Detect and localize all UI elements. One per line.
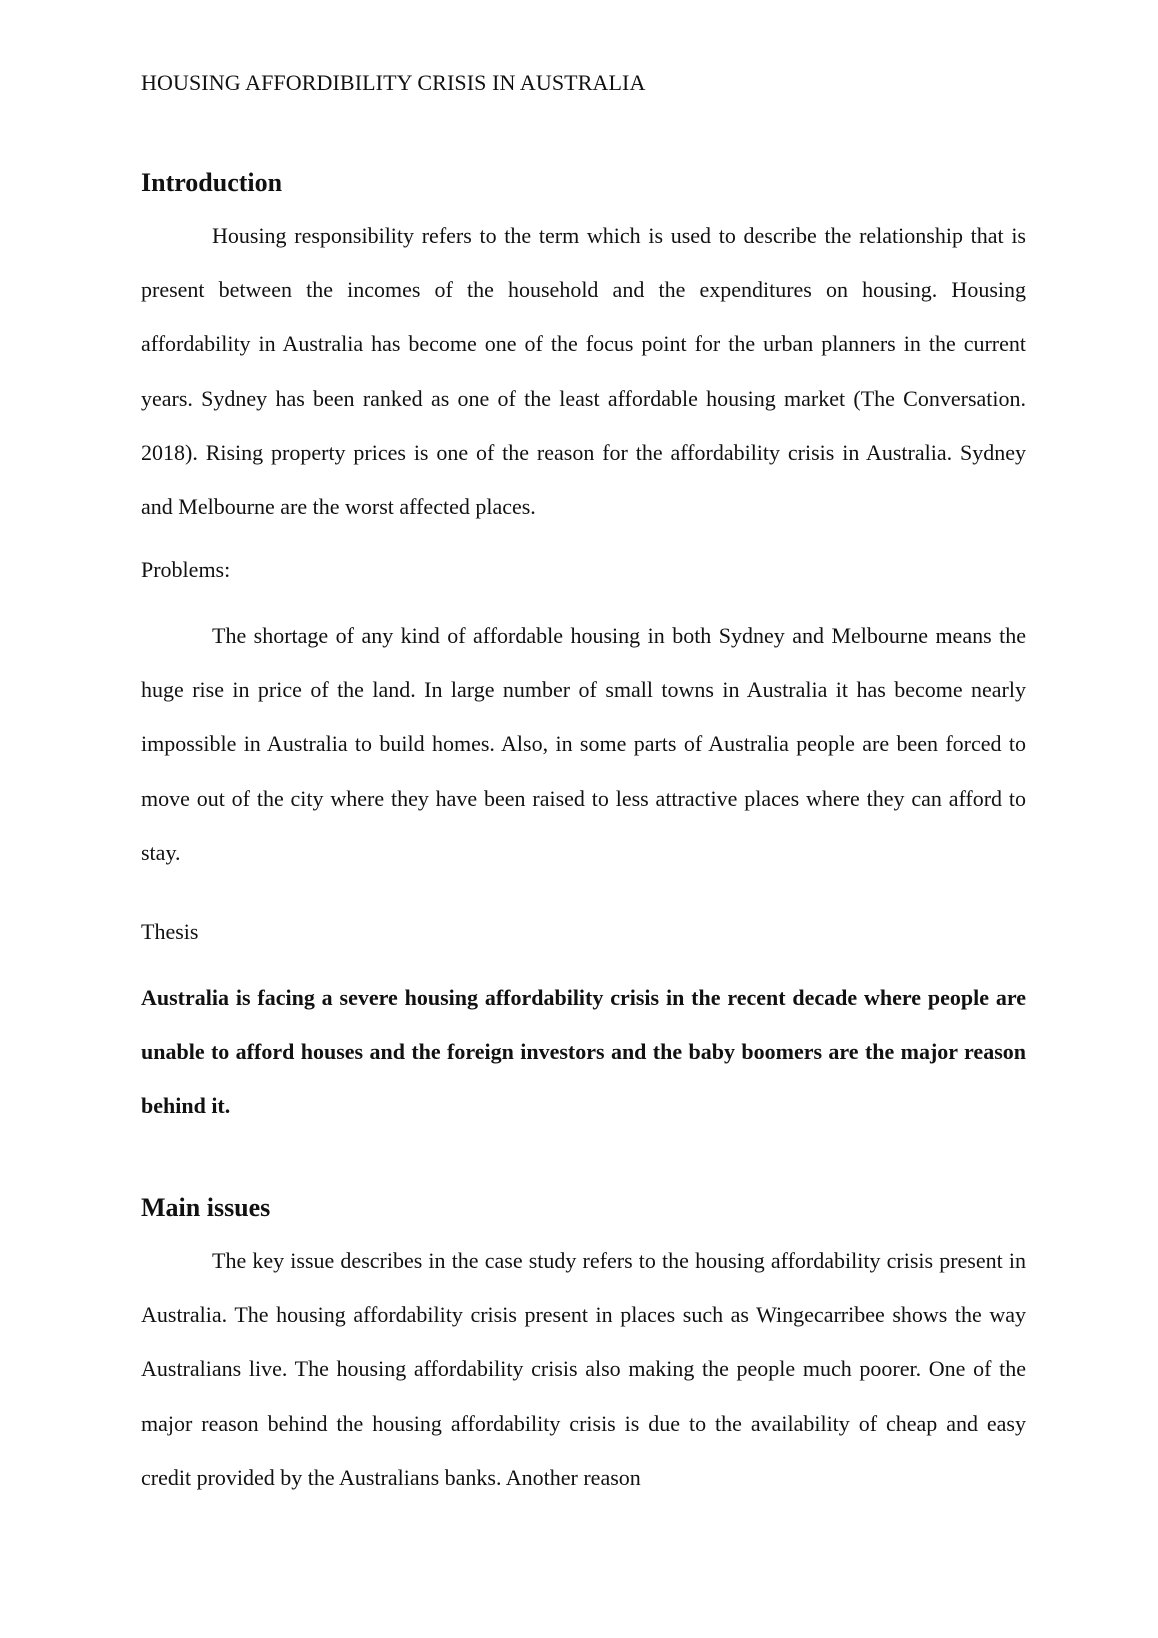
problems-label: Problems:	[141, 557, 231, 582]
introduction-section	[141, 166, 1026, 200]
main-issues-paragraph: The key issue describes in the case study refers to the housing affordability crisis present in Australia. The housing affordability crisis present in places such as Wingecarribee shows the way Australians live. The housing affordability crisis also making the people much poorer. One of the major reason behind the housing affordability crisis is due to the availability of cheap and easy credit provided by the Australians banks. Another reason	[141, 1248, 1026, 1490]
problems-body	[141, 609, 1026, 880]
problems-section	[141, 555, 1026, 585]
thesis-body	[141, 971, 1026, 1134]
thesis-statement: Australia is facing a severe housing affordability crisis in the recent decade where people are unable to afford houses and the foreign investors and the baby boomers are the major reason behind it.	[141, 985, 1026, 1119]
thesis-label: Thesis	[141, 919, 199, 944]
main-issues-body	[141, 1234, 1026, 1505]
thesis-section	[141, 917, 1026, 947]
main-issues-heading: Main issues	[141, 1193, 271, 1222]
main-issues-section	[141, 1191, 1026, 1225]
introduction-paragraph: Housing responsibility refers to the term which is used to describe the relationship that is present between the incomes of the household and the expenditures on housing. Housing affordability in Australia has become one of the focus point for the urban planners in the current years. Sydney has been ranked as one of the least affordable housing market (The Conversation. 2018). Rising property prices is one of the reason for the affordability crisis in Australia. Sydney and Melbourne are the worst affected places.	[141, 223, 1026, 520]
introduction-heading: Introduction	[141, 168, 283, 197]
introduction-body	[141, 209, 1026, 534]
problems-paragraph: The shortage of any kind of affordable housing in both Sydney and Melbourne means the huge rise in price of the land. In large number of small towns in Australia it has become nearly impossible in Australia to build homes. Also, in some parts of Australia people are been forced to move out of the city where they have been raised to less attractive places where they can afford to stay.	[141, 623, 1026, 865]
running-head: HOUSING AFFORDIBILITY CRISIS IN AUSTRALIA	[141, 70, 646, 95]
